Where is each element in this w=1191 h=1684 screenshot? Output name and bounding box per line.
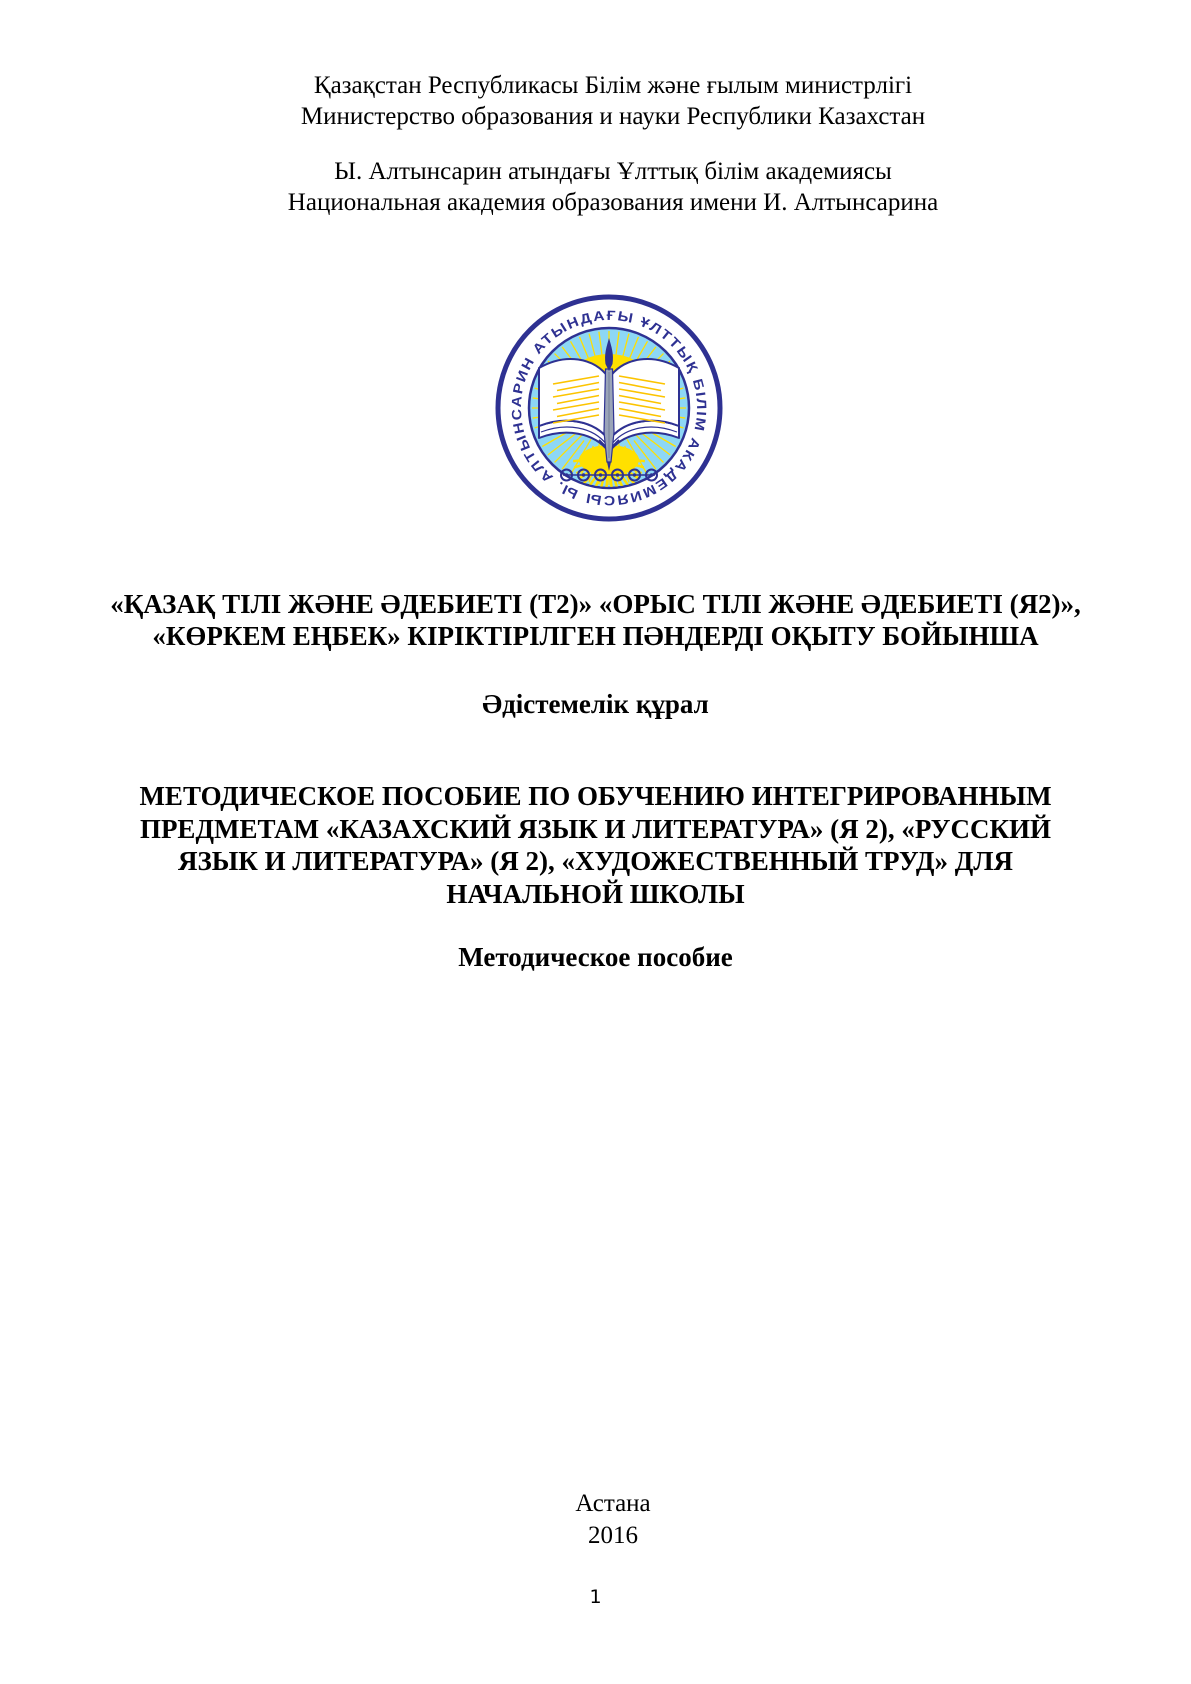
imprint (140, 1488, 1086, 1552)
subtitle-russian: Методическое пособие (458, 942, 733, 972)
title-russian (0, 780, 1191, 910)
title-russian-line3: ЯЗЫК И ЛИТЕРАТУРА» (Я 2), «ХУДОЖЕСТВЕННЫЙ ТРУД» ДЛЯ (178, 846, 1013, 876)
title-kazakh (0, 588, 1191, 652)
title-kazakh-line1: «ҚАЗАҚ ТІЛІ ЖӘНЕ ӘДЕБИЕТІ (Т2)» «ОРЫС ТІЛІ ЖӘНЕ ӘДЕБИЕТІ (Я2)», (110, 589, 1081, 619)
emblem-ring-text: Ы. АЛТЫНСАРИН АТЫНДАҒЫ ҰЛТТЫҚ БІЛІМ АКАДЕМИЯСЫ (508, 307, 710, 509)
ministry-name-ru: Министерство образования и науки Республики Казахстан (300, 103, 926, 130)
quill-pen-icon (604, 338, 614, 471)
academy-emblem (493, 292, 725, 524)
academy-name-ru: Национальная академия образования имени И. Алтынсарина (287, 189, 939, 216)
imprint-year: 2016 (588, 1522, 638, 1549)
academy-emblem-graphic (493, 292, 725, 524)
academy-name-kk: Ы. Алтынсарин атындағы Ұлттық білім академиясы (334, 158, 892, 185)
title-russian-line2: ПРЕДМЕТАМ «КАЗАХСКИЙ ЯЗЫК И ЛИТЕРАТУРА» (Я 2), «РУССКИЙ (139, 813, 1052, 844)
academy-header (140, 156, 1086, 218)
subtitle-kazakh: Әдістемелік құрал (482, 689, 709, 719)
title-russian-line1: МЕТОДИЧЕСКОЕ ПОСОБИЕ ПО ОБУЧЕНИЮ ИНТЕГРИРОВАННЫМ (139, 781, 1052, 811)
title-kazakh-line2: «КӨРКЕМ ЕҢБЕК» КІРІКТІРІЛГЕН ПӘНДЕРДІ ОҚЫТУ БОЙЫНША (152, 621, 1039, 651)
page-number: 1 (589, 1586, 602, 1608)
ministry-name-kk: Қазақстан Республикасы Білім және ғылым министрлігі (313, 72, 913, 99)
imprint-city: Астана (575, 1490, 651, 1517)
ministry-header (140, 70, 1086, 132)
title-russian-line4: НАЧАЛЬНОЙ ШКОЛЫ (446, 878, 745, 909)
